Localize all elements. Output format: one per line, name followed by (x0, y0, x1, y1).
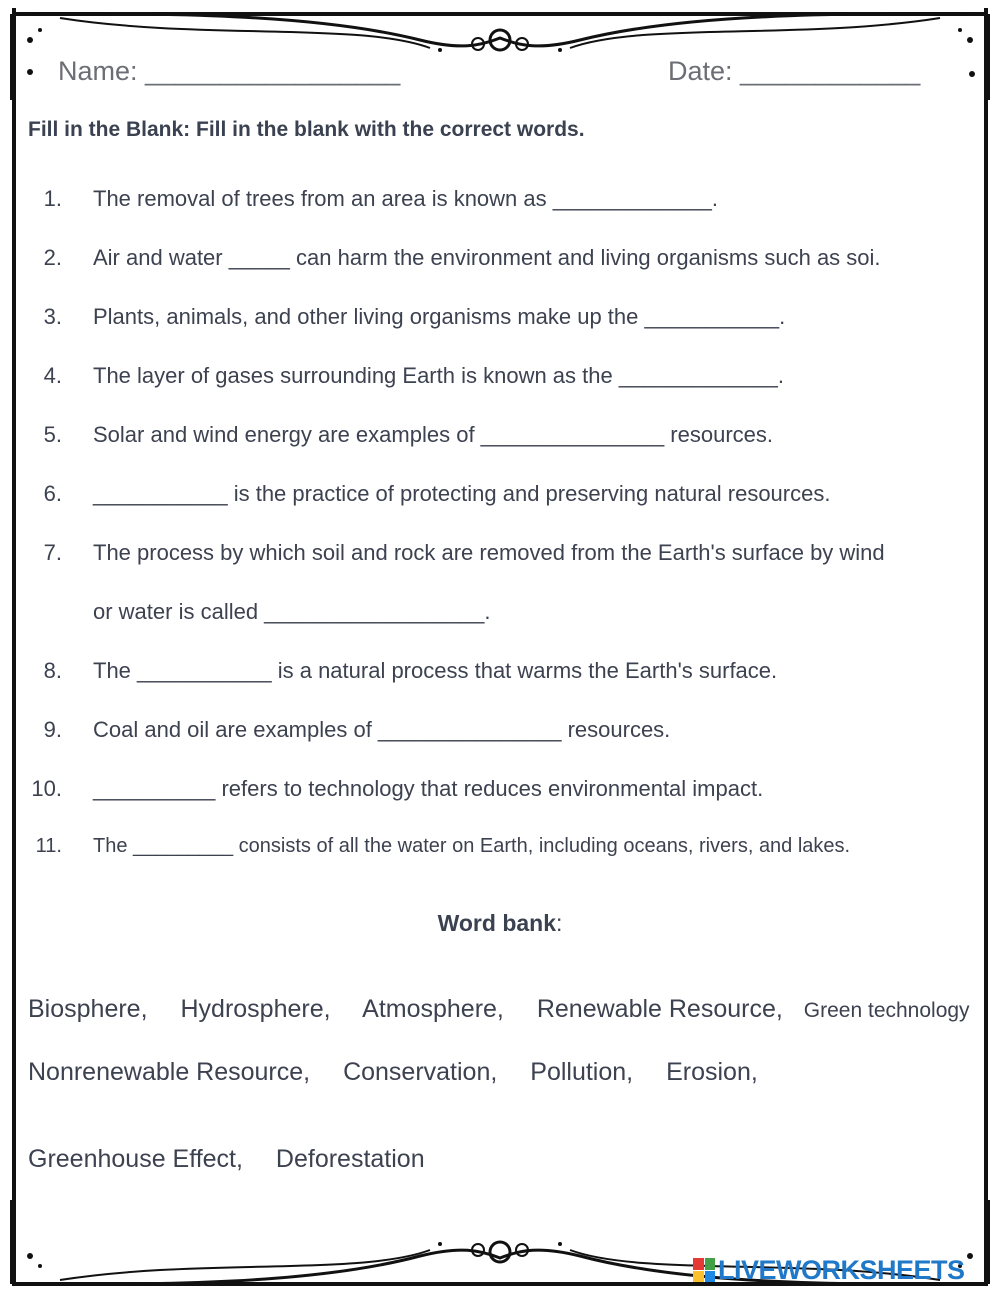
word-bank-title (0, 910, 1000, 937)
word-bank-heading: Word bank (437, 910, 557, 936)
word-bank-term: Greenhouse Effect, (28, 1145, 243, 1173)
word-bank-line-3 (28, 1145, 451, 1174)
question-text[interactable]: The layer of gases surrounding Earth is known as the _____________. (93, 363, 785, 388)
question-number: 3. (43, 304, 62, 329)
name-field[interactable]: Name: _________________ (58, 56, 401, 86)
word-bank-term: Green technology (803, 999, 970, 1022)
word-bank-term: Hydrosphere, (180, 995, 331, 1023)
question-number: 10. (31, 776, 62, 801)
word-bank-line-1 (28, 995, 996, 1024)
word-bank-term: Deforestation (275, 1145, 425, 1173)
question-text[interactable]: The ___________ is a natural process that warms the Earth's surface. (93, 658, 778, 683)
question-text[interactable]: The process by which soil and rock are removed from the Earth's surface by wind (93, 540, 885, 565)
question-text[interactable]: The _________ consists of all the water on Earth, including oceans, rivers, and lakes. (93, 835, 851, 857)
instructions: Fill in the Blank: Fill in the blank with the correct words. (28, 118, 585, 141)
liveworksheets-logo (693, 1255, 965, 1285)
question-text[interactable]: Coal and oil are examples of _______________ resources. (93, 717, 671, 742)
question-number: 4. (43, 363, 62, 388)
word-bank-term: Pollution, (530, 1058, 634, 1086)
question-text[interactable]: Plants, animals, and other living organisms make up the ___________. (93, 304, 786, 329)
question-number: 7. (43, 540, 62, 565)
word-bank-term: Erosion, (666, 1058, 758, 1086)
question-number: 1. (43, 186, 62, 211)
question-number: 11. (35, 835, 62, 857)
question-number: 5. (43, 422, 62, 447)
word-bank-term: Renewable Resource, (536, 995, 783, 1023)
question-number: 6. (43, 481, 62, 506)
question-text[interactable]: Solar and wind energy are examples of _______________ resources. (93, 422, 774, 447)
date-field[interactable]: Date: ____________ (668, 56, 921, 86)
word-bank-term: Atmosphere, (362, 995, 504, 1023)
word-bank-term: Nonrenewable Resource, (28, 1058, 311, 1086)
word-bank-term: Conservation, (343, 1058, 498, 1086)
question-text[interactable]: Air and water _____ can harm the environment and living organisms such as soi. (93, 245, 881, 270)
question-number: 8. (43, 658, 62, 683)
question-text[interactable]: The removal of trees from an area is known as _____________. (93, 186, 718, 211)
logo-icon (693, 1258, 715, 1282)
word-bank-term: Biosphere, (28, 995, 148, 1023)
header-row (58, 56, 938, 96)
question-text[interactable]: __________ refers to technology that reduces environmental impact. (93, 776, 764, 801)
word-bank-line-2 (28, 1058, 784, 1087)
question-text-continued[interactable]: or water is called __________________. (93, 599, 491, 624)
logo-text: LIVEWORKSHEETS (718, 1254, 965, 1285)
question-number: 9. (43, 717, 62, 742)
question-text[interactable]: ___________ is the practice of protecting and preserving natural resources. (93, 481, 831, 506)
question-number: 2. (43, 245, 62, 270)
word-bank-colon: : (556, 910, 563, 936)
